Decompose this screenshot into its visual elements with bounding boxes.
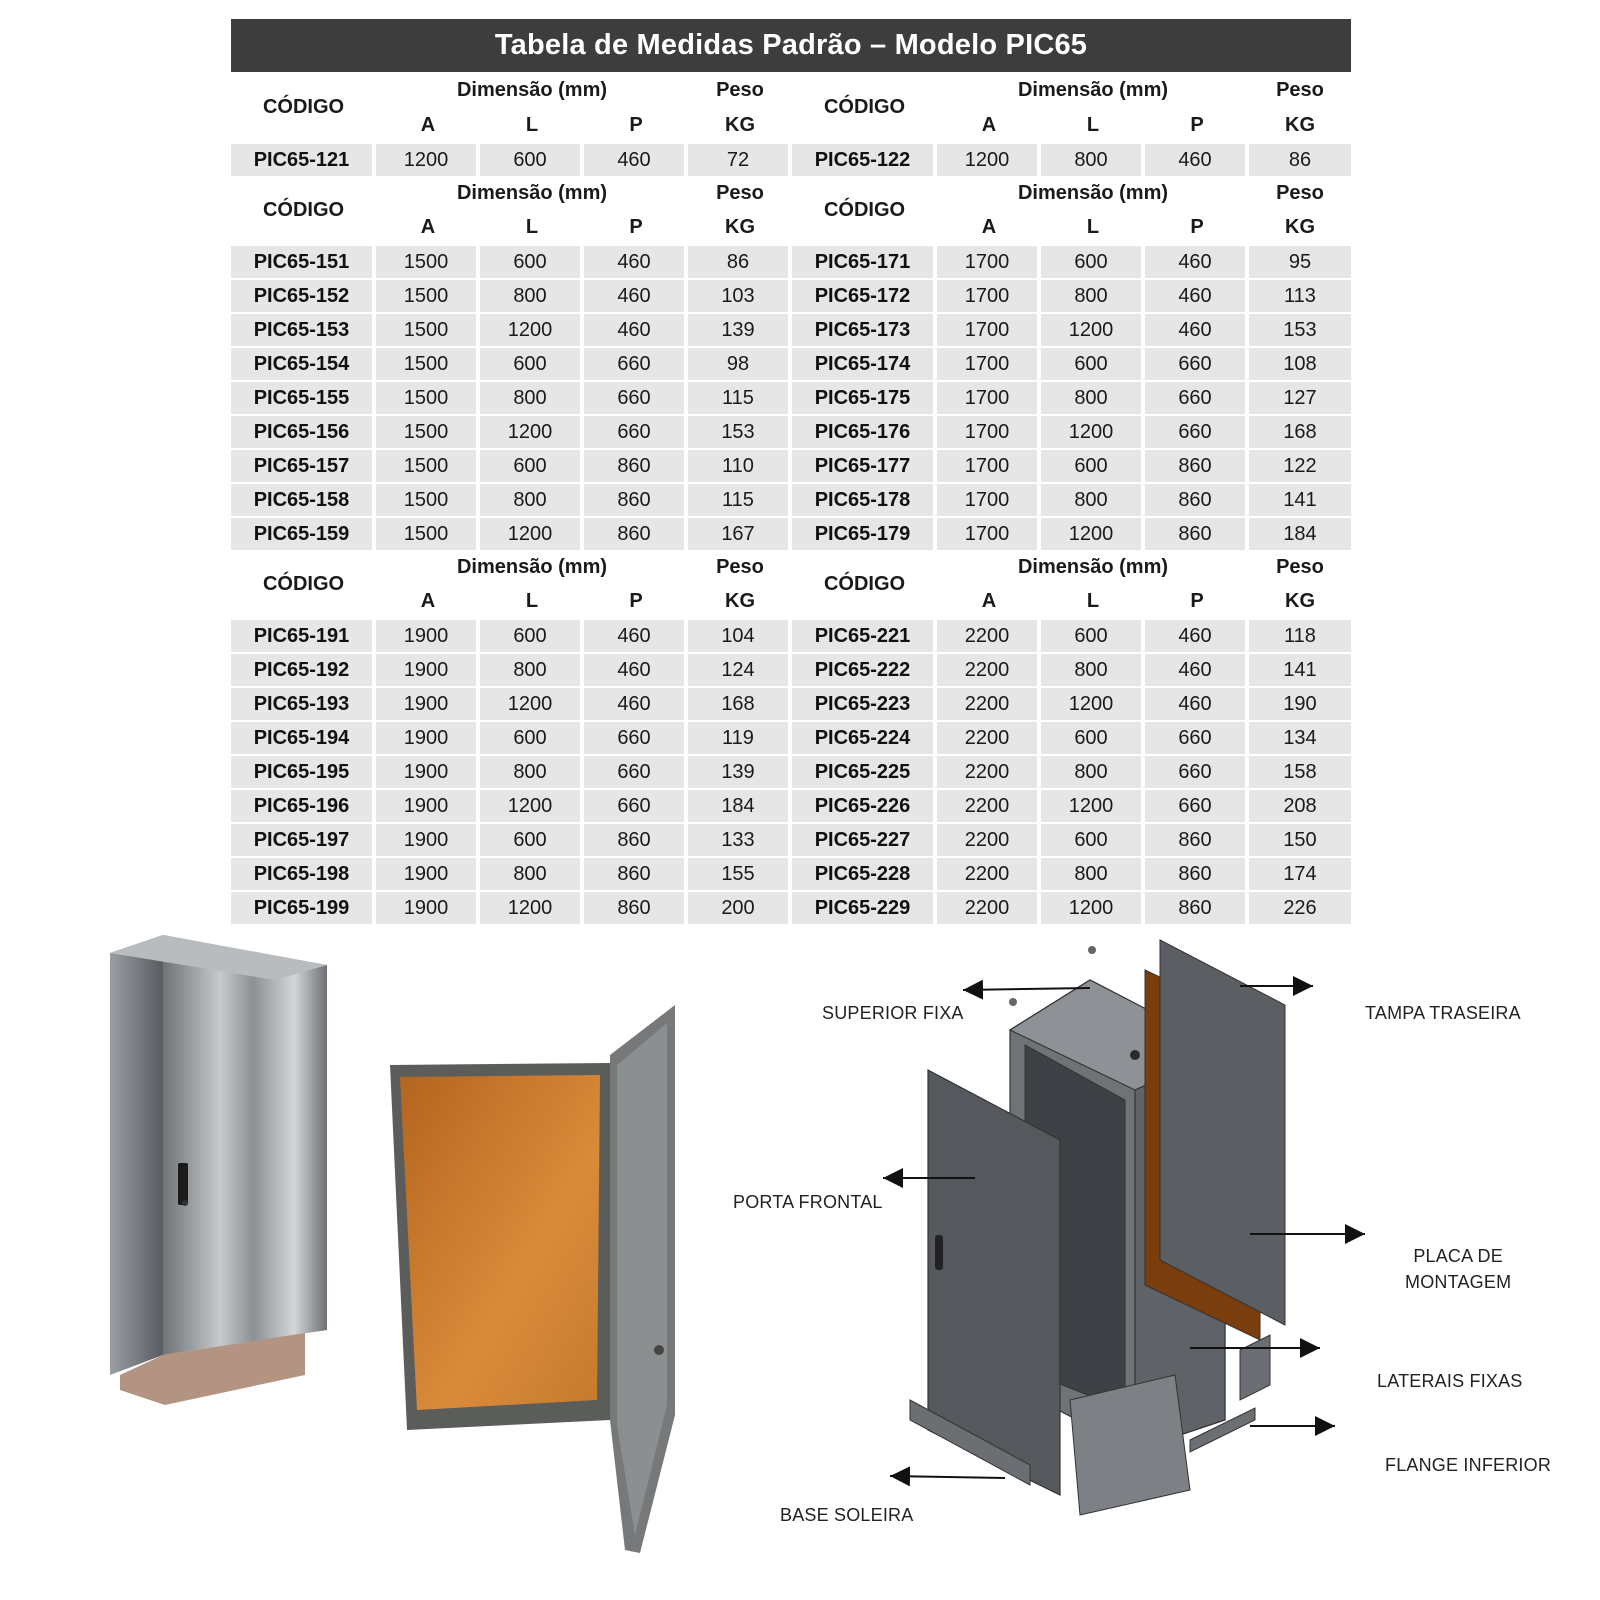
cell-weight: 115 [688,484,792,516]
cell-code: PIC65-153 [231,314,376,346]
cell-dimension: 1700 [937,484,1041,516]
header-code: CÓDIGO [231,550,376,618]
header-a: A [937,210,1041,244]
cell-dimension: 1900 [376,722,480,754]
cell-dimension: 860 [1145,450,1249,482]
table-title: Tabela de Medidas Padrão – Modelo PIC65 [231,19,1351,72]
cell-dimension: 1200 [1041,314,1145,346]
cell-weight: 184 [688,790,792,822]
cell-dimension: 460 [1145,620,1249,652]
cell-dimension: 860 [584,892,688,924]
cell-dimension: 660 [584,756,688,788]
header-l: L [480,108,584,142]
cell-dimension: 600 [1041,620,1145,652]
header-a: A [376,108,480,142]
cell-weight: 184 [1249,518,1351,550]
cell-dimension: 860 [584,484,688,516]
cell-dimension: 1700 [937,314,1041,346]
cell-weight: 86 [688,246,792,278]
cell-code: PIC65-174 [792,348,937,380]
cell-weight: 168 [1249,416,1351,448]
cell-code: PIC65-229 [792,892,937,924]
cell-weight: 119 [688,722,792,754]
cell-dimension: 1900 [376,892,480,924]
header-p: P [1145,210,1249,244]
header-weight: Peso [1249,550,1351,584]
cell-dimension: 1900 [376,824,480,856]
cell-dimension: 600 [1041,246,1145,278]
cell-dimension: 2200 [937,858,1041,890]
cell-dimension: 2200 [937,790,1041,822]
cell-dimension: 1900 [376,858,480,890]
cell-code: PIC65-223 [792,688,937,720]
label-laterais-fixas: LATERAIS FIXAS [1377,1371,1523,1391]
cell-dimension: 660 [1145,348,1249,380]
cell-dimension: 660 [584,416,688,448]
cell-dimension: 1200 [1041,518,1145,550]
cell-code: PIC65-176 [792,416,937,448]
cell-dimension: 1500 [376,518,480,550]
cell-dimension: 600 [480,620,584,652]
cell-code: PIC65-224 [792,722,937,754]
header-l: L [1041,210,1145,244]
header-kg: KG [1249,584,1351,618]
cell-dimension: 1200 [1041,892,1145,924]
cell-dimension: 800 [1041,756,1145,788]
label-placa-de-montagem [1405,1243,1511,1295]
cell-dimension: 800 [480,484,584,516]
cell-dimension: 1700 [937,348,1041,380]
cell-dimension: 460 [584,620,688,652]
cell-dimension: 800 [480,280,584,312]
cell-weight: 108 [1249,348,1351,380]
header-dimension: Dimensão (mm) [937,72,1249,108]
header-l: L [1041,108,1145,142]
cell-dimension: 2200 [937,824,1041,856]
header-a: A [937,584,1041,618]
cell-dimension: 800 [1041,484,1145,516]
cell-dimension: 860 [1145,858,1249,890]
cell-code: PIC65-172 [792,280,937,312]
measurements-table [231,19,1351,924]
cell-dimension: 1900 [376,790,480,822]
cell-dimension: 800 [480,756,584,788]
cell-code: PIC65-158 [231,484,376,516]
cell-dimension: 1500 [376,484,480,516]
cell-weight: 200 [688,892,792,924]
cell-weight: 86 [1249,144,1351,176]
cell-code: PIC65-179 [792,518,937,550]
cell-code: PIC65-122 [792,144,937,176]
cell-dimension: 800 [480,654,584,686]
cell-code: PIC65-227 [792,824,937,856]
header-dimension: Dimensão (mm) [937,176,1249,210]
cell-dimension: 800 [1041,144,1145,176]
cell-dimension: 800 [1041,280,1145,312]
cell-code: PIC65-226 [792,790,937,822]
cell-dimension: 860 [584,824,688,856]
open-cabinet-photo [385,1005,685,1560]
cell-dimension: 600 [1041,824,1145,856]
label-montagem: MONTAGEM [1405,1272,1512,1292]
header-p: P [1145,108,1249,142]
cell-dimension: 860 [1145,892,1249,924]
cell-dimension: 660 [1145,382,1249,414]
header-code: CÓDIGO [231,72,376,142]
cell-dimension: 2200 [937,654,1041,686]
cell-code: PIC65-156 [231,416,376,448]
header-weight: Peso [688,550,792,584]
cell-dimension: 1500 [376,246,480,278]
cell-weight: 190 [1249,688,1351,720]
cell-dimension: 2200 [937,892,1041,924]
cell-weight: 113 [1249,280,1351,312]
cell-code: PIC65-157 [231,450,376,482]
cell-dimension: 600 [480,824,584,856]
cell-code: PIC65-155 [231,382,376,414]
cell-code: PIC65-193 [231,688,376,720]
header-l: L [480,584,584,618]
label-flange-inferior: FLANGE INFERIOR [1385,1455,1552,1475]
cell-weight: 133 [688,824,792,856]
cell-weight: 118 [1249,620,1351,652]
cell-weight: 208 [1249,790,1351,822]
header-l: L [1041,584,1145,618]
cell-dimension: 600 [480,144,584,176]
cell-weight: 141 [1249,654,1351,686]
cell-code: PIC65-192 [231,654,376,686]
cell-dimension: 800 [1041,654,1145,686]
header-dimension: Dimensão (mm) [937,550,1249,584]
cell-code: PIC65-225 [792,756,937,788]
header-p: P [584,584,688,618]
cell-weight: 103 [688,280,792,312]
cell-dimension: 1700 [937,450,1041,482]
cell-dimension: 600 [1041,348,1145,380]
cell-code: PIC65-154 [231,348,376,380]
cell-code: PIC65-228 [792,858,937,890]
label-base-soleira: BASE SOLEIRA [780,1505,914,1525]
cell-weight: 139 [688,756,792,788]
cell-code: PIC65-177 [792,450,937,482]
cell-weight: 122 [1249,450,1351,482]
cell-dimension: 860 [584,858,688,890]
cell-dimension: 1900 [376,688,480,720]
cell-dimension: 860 [584,450,688,482]
header-code: CÓDIGO [792,72,937,142]
cell-dimension: 660 [1145,722,1249,754]
cell-code: PIC65-194 [231,722,376,754]
cell-dimension: 460 [584,144,688,176]
header-a: A [376,210,480,244]
cell-code: PIC65-121 [231,144,376,176]
cell-dimension: 2200 [937,688,1041,720]
cell-dimension: 860 [1145,518,1249,550]
cell-code: PIC65-221 [792,620,937,652]
cell-code: PIC65-199 [231,892,376,924]
cell-code: PIC65-191 [231,620,376,652]
cell-dimension: 1200 [1041,416,1145,448]
cell-code: PIC65-222 [792,654,937,686]
cell-dimension: 1500 [376,348,480,380]
cell-dimension: 2200 [937,722,1041,754]
cell-weight: 141 [1249,484,1351,516]
cell-dimension: 1700 [937,416,1041,448]
header-dimension: Dimensão (mm) [376,550,688,584]
header-kg: KG [688,108,792,142]
cell-weight: 139 [688,314,792,346]
cell-dimension: 1200 [480,416,584,448]
header-kg: KG [1249,108,1351,142]
cell-weight: 134 [1249,722,1351,754]
cell-code: PIC65-159 [231,518,376,550]
cell-dimension: 1200 [480,314,584,346]
label-placa-de: PLACA DE [1413,1246,1503,1266]
cell-weight: 158 [1249,756,1351,788]
cell-dimension: 460 [1145,280,1249,312]
cell-weight: 153 [1249,314,1351,346]
cell-dimension: 460 [1145,688,1249,720]
cell-dimension: 460 [1145,144,1249,176]
cell-dimension: 600 [480,246,584,278]
header-a: A [937,108,1041,142]
cell-dimension: 460 [584,314,688,346]
cell-dimension: 600 [480,348,584,380]
cell-dimension: 1200 [480,518,584,550]
cell-code: PIC65-175 [792,382,937,414]
cell-dimension: 460 [584,654,688,686]
cell-weight: 72 [688,144,792,176]
header-p: P [584,210,688,244]
label-superior-fixa: SUPERIOR FIXA [822,1003,964,1023]
cell-dimension: 800 [1041,382,1145,414]
cell-dimension: 1200 [480,688,584,720]
cell-dimension: 1200 [480,892,584,924]
cell-dimension: 660 [1145,790,1249,822]
cell-code: PIC65-152 [231,280,376,312]
header-weight: Peso [688,72,792,108]
cell-dimension: 600 [1041,722,1145,754]
cell-dimension: 1200 [1041,790,1145,822]
cell-weight: 115 [688,382,792,414]
cell-weight: 95 [1249,246,1351,278]
header-weight: Peso [1249,176,1351,210]
cell-code: PIC65-196 [231,790,376,822]
header-p: P [584,108,688,142]
cell-dimension: 1200 [937,144,1041,176]
cell-dimension: 1700 [937,382,1041,414]
header-weight: Peso [1249,72,1351,108]
cell-code: PIC65-198 [231,858,376,890]
cell-dimension: 800 [480,382,584,414]
cell-dimension: 460 [1145,654,1249,686]
cell-code: PIC65-173 [792,314,937,346]
cell-dimension: 660 [584,348,688,380]
cell-weight: 155 [688,858,792,890]
label-porta-frontal: PORTA FRONTAL [733,1192,883,1212]
cell-dimension: 1500 [376,416,480,448]
cell-code: PIC65-151 [231,246,376,278]
cell-dimension: 1200 [376,144,480,176]
cell-dimension: 1700 [937,518,1041,550]
cell-weight: 98 [688,348,792,380]
header-code: CÓDIGO [792,550,937,618]
cell-code: PIC65-197 [231,824,376,856]
cell-dimension: 1500 [376,280,480,312]
cell-dimension: 2200 [937,756,1041,788]
header-dimension: Dimensão (mm) [376,72,688,108]
cell-dimension: 1900 [376,620,480,652]
cell-code: PIC65-195 [231,756,376,788]
cell-dimension: 860 [1145,824,1249,856]
header-l: L [480,210,584,244]
cell-dimension: 1500 [376,314,480,346]
cell-dimension: 1900 [376,654,480,686]
cell-dimension: 800 [1041,858,1145,890]
cell-dimension: 460 [584,688,688,720]
cell-dimension: 660 [584,790,688,822]
cell-dimension: 1700 [937,246,1041,278]
header-weight: Peso [688,176,792,210]
cell-dimension: 1200 [1041,688,1145,720]
table-grid [231,72,1351,924]
cell-weight: 110 [688,450,792,482]
header-code: CÓDIGO [792,176,937,244]
cell-dimension: 460 [1145,314,1249,346]
cell-dimension: 660 [584,382,688,414]
cell-code: PIC65-178 [792,484,937,516]
cell-weight: 124 [688,654,792,686]
cell-dimension: 1500 [376,382,480,414]
cell-weight: 104 [688,620,792,652]
cell-dimension: 460 [1145,246,1249,278]
cell-dimension: 2200 [937,620,1041,652]
cell-weight: 150 [1249,824,1351,856]
cell-dimension: 460 [584,280,688,312]
cell-dimension: 660 [1145,416,1249,448]
cell-dimension: 660 [584,722,688,754]
label-tampa-traseira: TAMPA TRASEIRA [1365,1003,1521,1023]
cell-weight: 127 [1249,382,1351,414]
header-kg: KG [1249,210,1351,244]
header-dimension: Dimensão (mm) [376,176,688,210]
header-code: CÓDIGO [231,176,376,244]
header-p: P [1145,584,1249,618]
closed-cabinet-photo [105,935,335,1415]
cell-dimension: 660 [1145,756,1249,788]
header-kg: KG [688,584,792,618]
cell-dimension: 600 [480,722,584,754]
cell-dimension: 800 [480,858,584,890]
cell-weight: 153 [688,416,792,448]
header-kg: KG [688,210,792,244]
cell-weight: 226 [1249,892,1351,924]
cell-weight: 167 [688,518,792,550]
cell-dimension: 1900 [376,756,480,788]
header-a: A [376,584,480,618]
cell-code: PIC65-171 [792,246,937,278]
cell-weight: 168 [688,688,792,720]
cell-dimension: 1200 [480,790,584,822]
cell-dimension: 860 [1145,484,1249,516]
cell-dimension: 1500 [376,450,480,482]
cell-dimension: 600 [1041,450,1145,482]
cell-dimension: 600 [480,450,584,482]
cell-dimension: 1700 [937,280,1041,312]
cell-dimension: 860 [584,518,688,550]
cell-weight: 174 [1249,858,1351,890]
cell-dimension: 460 [584,246,688,278]
